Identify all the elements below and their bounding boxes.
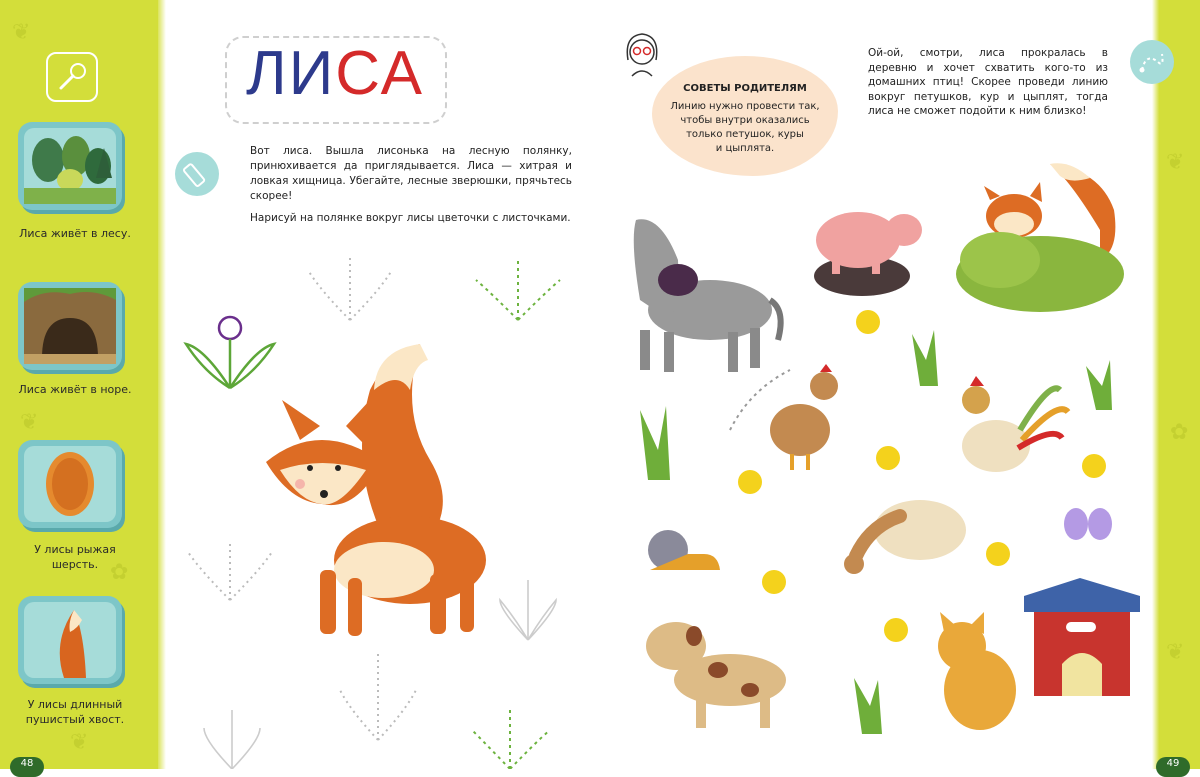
paragraph: Нарисуй на полянке вокруг лисы цветочки с листочками. [250, 212, 571, 224]
title-letter: С [335, 39, 381, 108]
fur-card [18, 440, 122, 528]
body-text [250, 144, 572, 233]
caption-line: шерсть. [51, 558, 99, 571]
card-caption: Лиса живёт в лесу. [19, 227, 131, 240]
butterfly [1064, 508, 1112, 540]
burrow-card [18, 282, 122, 370]
caption-line: У лисы длинный [27, 698, 123, 711]
forest-card [18, 122, 122, 210]
leaf-decoration: ❦ [70, 730, 89, 755]
horse [634, 219, 781, 372]
title-letter: И [288, 39, 336, 108]
advice-text [660, 100, 830, 156]
hen [770, 364, 838, 470]
caption-line: У лисы рыжая [34, 543, 116, 556]
microphone-icon[interactable] [46, 52, 98, 102]
leaf-decoration: ❦ [1166, 640, 1185, 665]
caption-line: пушистый хвост. [25, 713, 125, 726]
farm-illustration [600, 150, 1160, 769]
advice-line: и цыплята. [715, 143, 775, 154]
dog [646, 622, 786, 728]
pencil-icon [175, 152, 219, 196]
card-caption: Лиса живёт в норе. [18, 383, 132, 396]
page-number-left: 48 [10, 757, 44, 777]
page-title [246, 38, 424, 109]
advice-line: только петушок, куры [686, 129, 804, 140]
leaf-decoration: ❦ [20, 410, 39, 435]
advice-line: Линию нужно провести так, [670, 101, 820, 112]
right-sidebar [1160, 0, 1200, 769]
paragraph: Вот лиса. Вышла лисонька на лесную полянку, принюхивается да приглядывается. Лиса — хитрая и ловкая хищница. Убегайте, лесные зверюшки, прячьтесь скорее! [250, 145, 572, 202]
advice-title: СОВЕТЫ РОДИТЕЛЯМ [683, 83, 807, 94]
cat [938, 612, 1016, 730]
leaf-decoration: ❦ [12, 20, 31, 45]
leaf-decoration: ✿ [1170, 420, 1189, 445]
pig [814, 212, 922, 296]
title-letter: Л [246, 39, 289, 108]
leaf-decoration: ✿ [110, 560, 129, 585]
pecking-hen [844, 500, 966, 574]
story-text: Ой-ой, смотри, лиса прокралась в деревню и хочет схватить кого-то из домашних птиц! Скорее проведи линию вокруг петушков, кур и цыплят, тогда лиса не сможет подойти к ним близко! [868, 47, 1108, 117]
parent-avatar-icon [620, 30, 664, 80]
page-number-right: 49 [1156, 757, 1190, 777]
snail [648, 530, 720, 570]
doghouse [1024, 578, 1140, 696]
card-caption [0, 697, 150, 727]
fox-meadow-illustration [170, 240, 590, 769]
rooster [962, 376, 1068, 472]
card-caption [0, 542, 150, 572]
advice-line: чтобы внутри оказались [680, 115, 810, 126]
leaf-decoration: ❦ [1166, 150, 1185, 175]
title-letter: А [380, 39, 425, 108]
route-icon [1130, 40, 1174, 84]
tail-card [18, 596, 122, 684]
bush-fox [956, 163, 1124, 312]
